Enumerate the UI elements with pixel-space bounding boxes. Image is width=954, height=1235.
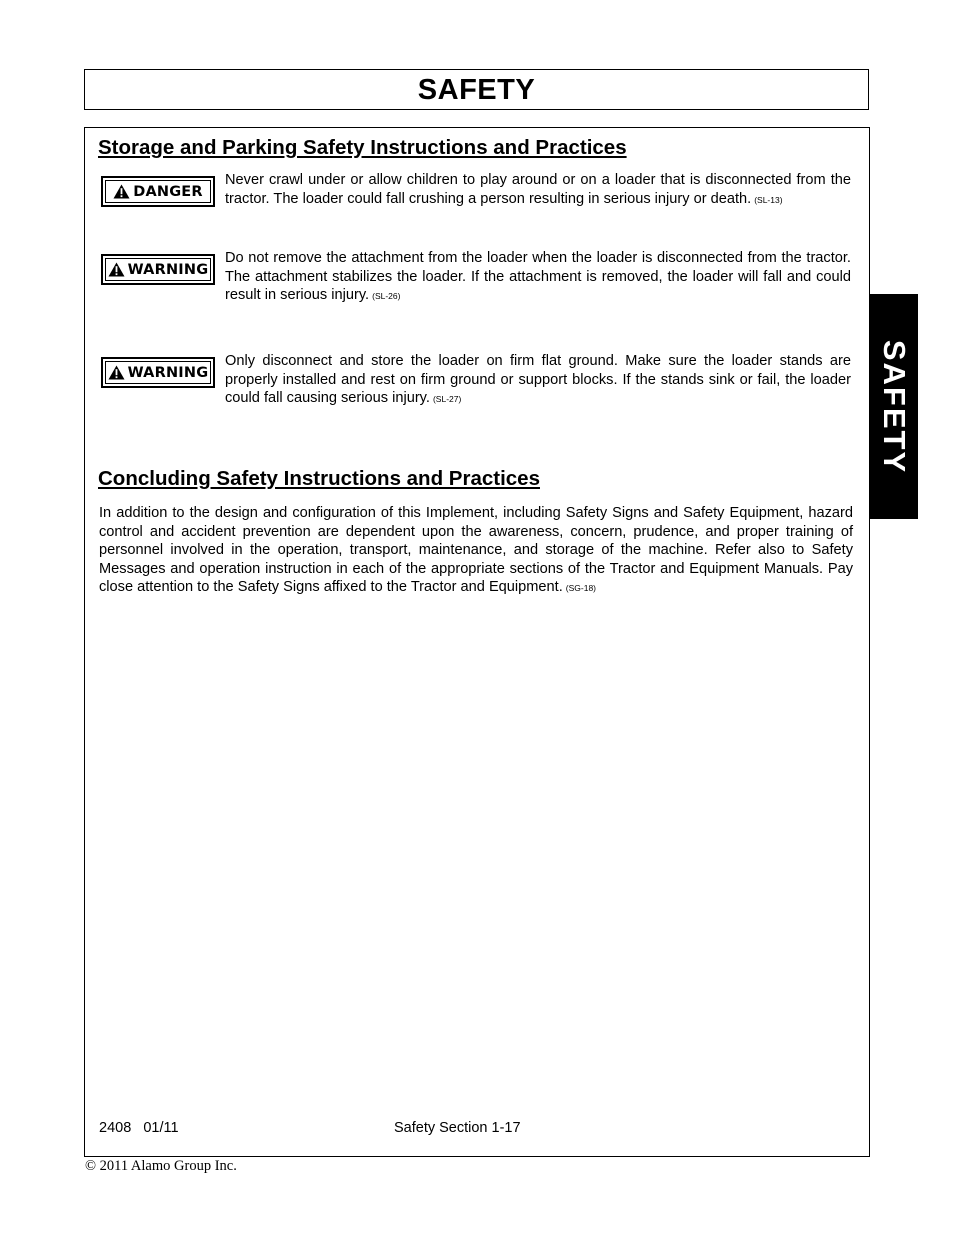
warning-text-sl27: Only disconnect and store the loader on firm flat ground. Make sure the loader stands are properly installed and rest on firm ground or support blocks. If the stands sink or fail, the loader could fall causing serious injury. (SL-27) — [225, 353, 851, 407]
reference-code: (SL-13) — [754, 194, 783, 205]
concluding-paragraph: In addition to the design and configuration of this Implement, including Safety Signs and Safety Equipment, hazard control and accident prevention are dependent upon the awareness, concern, prudence, and proper training of personnel involved in the operation, transport, maintenance, and storage of the machine. Refer also to Safety Messages and operation instruction in each of the appropriate sections of the Tractor and Equipment Manuals. Pay close attention to the Safety Signs affixed to the Tractor and Equipment. (SG-18) — [99, 505, 853, 596]
warning-triangle-icon — [108, 262, 125, 277]
footer-page-label: Safety Section 1-17 — [394, 1120, 521, 1136]
header-title: SAFETY — [417, 74, 536, 106]
sign-label: WARNING — [127, 364, 209, 381]
danger-text-sl13: Never crawl under or allow children to play around or on a loader that is disconnected from the tractor. The loader could fall crushing a person resulting in serious injury or death. (SL-13) — [225, 172, 851, 207]
copyright-notice: © 2011 Alamo Group Inc. — [85, 1158, 237, 1174]
page-header — [84, 69, 869, 110]
warning-text-sl26: Do not remove the attachment from the loader when the loader is disconnected from the tractor. The attachment stabilizes the loader. If the attachment is removed, the loader will fall and could result in serious injury. (SL-26) — [225, 250, 851, 304]
warning-sign — [101, 357, 215, 388]
sign-label: DANGER — [133, 183, 203, 200]
warning-triangle-icon — [113, 184, 130, 199]
warning-triangle-icon — [108, 365, 125, 380]
footer-model-date: 2408 01/11 — [99, 1120, 179, 1136]
danger-sign — [101, 176, 215, 207]
reference-code: (SL-27) — [432, 394, 462, 405]
warning-sign — [101, 254, 215, 285]
section-heading-concluding: Concluding Safety Instructions and Practices — [98, 467, 540, 490]
sign-label: WARNING — [127, 261, 209, 278]
section-heading-storage: Storage and Parking Safety Instructions and Practices — [98, 136, 627, 159]
side-tab-label: SAFETY — [876, 339, 912, 474]
side-tab — [869, 294, 918, 519]
reference-code: (SG-18) — [565, 583, 597, 594]
reference-code: (SL-26) — [372, 291, 401, 302]
